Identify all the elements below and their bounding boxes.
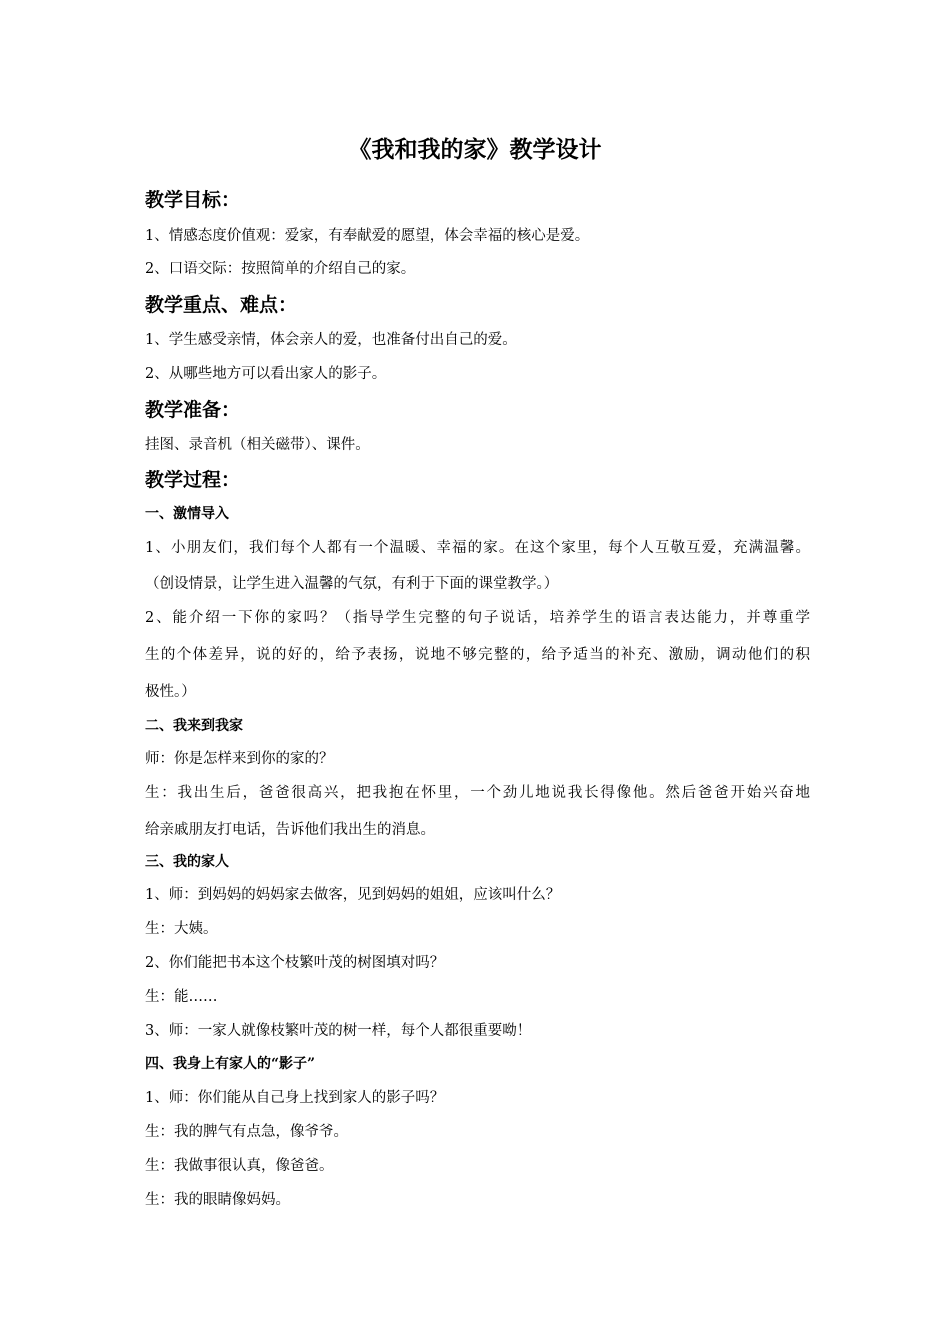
subheading-part2: 二、我来到我家: [145, 718, 243, 734]
paragraph-line: 1、小朋友们，我们每个人都有一个温暖、幸福的家。在这个家里，每个人互敬互爱，充满温馨。: [145, 540, 810, 556]
dialogue-line: 2、你们能把书本这个枝繁叶茂的树图填对吗？: [145, 955, 445, 971]
paragraph-line: 2、能介绍一下你的家吗？（指导学生完整的句子说话，培养学生的语言表达能力，并尊重学: [145, 610, 810, 626]
dialogue-line: 1、师：到妈妈的妈妈家去做客，见到妈妈的姐姐，应该叫什么？: [145, 887, 561, 903]
subheading-part1: 一、激情导入: [145, 506, 229, 522]
dialogue-line: 生：我的脾气有点急，像爷爷。: [145, 1124, 348, 1140]
objective-item: 1、情感态度价值观：爱家，有奉献爱的愿望，体会幸福的核心是爱。: [145, 228, 590, 244]
dialogue-line: 师：你是怎样来到你的家的？: [145, 751, 334, 767]
subheading-part3: 三、我的家人: [145, 854, 229, 870]
section-heading-key-points: 教学重点、难点：: [145, 294, 298, 316]
dialogue-line: 生：大姨。: [145, 921, 218, 937]
key-point-item: 1、学生感受亲情，体会亲人的爱，也准备付出自己的爱。: [145, 332, 517, 348]
paragraph-line: 生的个体差异，说的好的，给予表扬，说地不够完整的，给予适当的补充、激励，调动他们的积: [145, 647, 810, 663]
subheading-part4: 四、我身上有家人的“影子”: [145, 1056, 316, 1072]
section-heading-process: 教学过程：: [145, 469, 241, 491]
section-heading-preparation: 教学准备：: [145, 399, 241, 421]
section-heading-objectives: 教学目标：: [145, 189, 241, 211]
dialogue-line: 1、师：你们能从自己身上找到家人的影子吗？: [145, 1090, 445, 1106]
objective-item: 2、口语交际：按照简单的介绍自己的家。: [145, 261, 416, 277]
page-title: 《我和我的家》教学设计: [348, 136, 602, 163]
dialogue-line: 给亲戚朋友打电话，告诉他们我出生的消息。: [145, 822, 435, 838]
dialogue-line: 生：能……: [145, 989, 218, 1005]
key-point-item: 2、从哪些地方可以看出家人的影子。: [145, 366, 387, 382]
dialogue-line: 生：我做事很认真，像爸爸。: [145, 1158, 334, 1174]
paragraph-line: （创设情景，让学生进入温馨的气氛，有利于下面的课堂教学。）: [145, 576, 559, 592]
paragraph-line: 极性。）: [145, 684, 196, 700]
preparation-text: 挂图、录音机（相关磁带）、课件。: [145, 437, 370, 453]
dialogue-line: 3、师：一家人就像枝繁叶茂的树一样，每个人都很重要呦！: [145, 1023, 532, 1039]
dialogue-line: 生：我的眼睛像妈妈。: [145, 1192, 290, 1208]
dialogue-line: 生：我出生后，爸爸很高兴，把我抱在怀里，一个劲儿地说我长得像他。然后爸爸开始兴奋地: [145, 785, 810, 801]
